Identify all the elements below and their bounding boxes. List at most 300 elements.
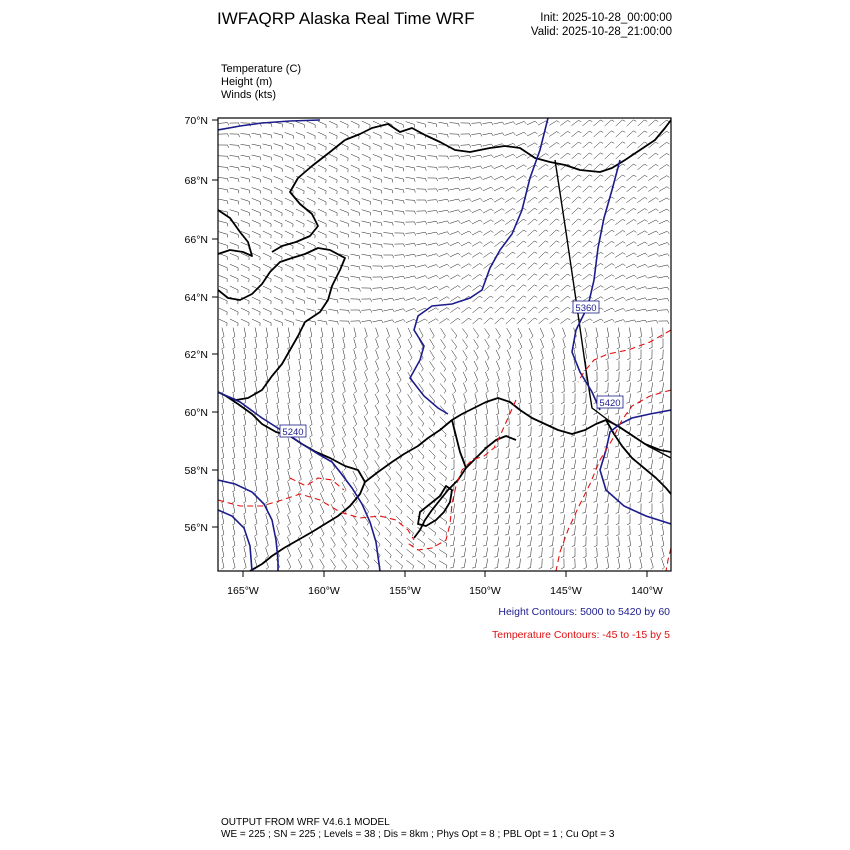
wind-barb	[252, 242, 260, 246]
wind-barb	[428, 297, 436, 301]
wind-barb-flag	[627, 524, 630, 525]
wind-barb-flag	[298, 402, 301, 404]
wind-barb	[461, 145, 470, 146]
wind-barb	[531, 449, 532, 458]
wind-barb	[362, 310, 371, 311]
wind-barb-flag	[556, 285, 559, 287]
wind-barb-flag	[494, 491, 497, 492]
wind-barb	[309, 537, 313, 545]
wind-barb-flag	[568, 307, 571, 309]
wind-barb	[604, 308, 612, 312]
wind-barb	[386, 449, 391, 456]
wind-barb	[428, 254, 437, 257]
wind-barb-flag	[648, 435, 651, 436]
wind-barb-flag	[480, 209, 482, 211]
wind-barb-flag	[276, 402, 279, 404]
wind-barb	[659, 220, 667, 224]
wind-barb	[362, 321, 371, 322]
wind-barb-flag	[567, 274, 570, 275]
wind-barb	[373, 143, 381, 146]
wind-barb-flag	[287, 380, 290, 382]
wind-barb	[263, 155, 272, 158]
height-contour-5240	[218, 392, 380, 571]
wind-barb	[509, 559, 510, 568]
wind-barb-flag	[356, 545, 358, 548]
wind-barb	[233, 372, 235, 381]
wind-barb	[407, 505, 413, 511]
wind-barb-flag	[520, 347, 522, 349]
wind-barb-flag	[271, 124, 272, 127]
wind-barb	[244, 460, 246, 469]
wind-barb	[485, 372, 488, 380]
wind-barb-flag	[661, 535, 664, 537]
wind-barb	[386, 427, 391, 435]
wind-barb	[418, 472, 424, 478]
wind-barb-flag	[527, 523, 530, 524]
wind-barb-flag	[527, 534, 530, 535]
wind-barb	[428, 265, 436, 268]
wind-barb-flag	[531, 336, 533, 338]
wind-barb	[419, 328, 423, 336]
wind-barb	[541, 460, 542, 469]
wind-barb	[563, 339, 566, 348]
wind-barb	[373, 132, 381, 136]
wind-barb-flag	[401, 511, 402, 514]
wind-barb	[364, 460, 368, 468]
wind-barb	[219, 188, 228, 189]
wind-barb	[541, 504, 543, 513]
wind-barb	[255, 328, 257, 337]
temperature-contour-4	[218, 494, 414, 540]
wind-barb	[362, 199, 371, 202]
wind-barb-flag	[320, 369, 323, 371]
wind-barb-flag	[649, 359, 652, 360]
wind-barb-flag	[549, 447, 552, 448]
wind-barb	[462, 318, 469, 324]
wind-barb-flag	[660, 370, 663, 371]
wind-barb-flag	[600, 186, 603, 188]
wind-barb	[277, 460, 279, 469]
wind-barb-flag	[502, 133, 504, 136]
wind-barb-flag	[623, 242, 626, 244]
wind-barb-flag	[320, 347, 323, 349]
wind-barb-flag	[474, 413, 477, 415]
wind-barb-flag	[499, 336, 501, 339]
wind-barb-flag	[616, 513, 619, 514]
wind-barb	[476, 482, 477, 491]
wind-barb-flag	[487, 347, 489, 350]
wind-barb-flag	[356, 512, 358, 515]
wind-barb-flag	[376, 369, 378, 371]
wind-barb-flag	[444, 347, 446, 350]
wind-barb-flag	[381, 320, 383, 323]
wind-barb	[464, 416, 466, 425]
wind-barb-flag	[450, 523, 453, 524]
wind-barb-flag	[659, 435, 662, 436]
wind-barb	[596, 438, 598, 447]
wind-barb	[310, 460, 313, 469]
wind-barb-flag	[260, 146, 261, 149]
wind-barb	[596, 471, 598, 480]
wind-barb	[310, 394, 312, 403]
wind-barb	[439, 561, 447, 566]
wind-barb-flag	[657, 309, 659, 312]
wind-barb	[615, 219, 622, 224]
wind-barb-flag	[354, 369, 357, 371]
wind-barb-flag	[659, 446, 662, 447]
wind-barb	[230, 264, 238, 268]
wind-barb	[607, 460, 609, 469]
wind-barb-flag	[228, 167, 229, 170]
wind-barb	[619, 350, 620, 359]
wind-barb	[574, 504, 575, 513]
wind-barb-flag	[556, 208, 559, 209]
wind-barb	[428, 200, 437, 201]
wind-barb	[498, 416, 499, 425]
wind-barb	[428, 561, 436, 566]
wind-barb-flag	[480, 166, 482, 169]
wind-barb-flag	[589, 164, 592, 165]
wind-barb-flag	[659, 458, 662, 459]
wind-barb-flag	[584, 347, 587, 349]
wind-barb	[564, 383, 565, 392]
wind-barb	[453, 515, 454, 524]
wind-barb	[288, 361, 290, 370]
wind-barb	[519, 383, 521, 392]
wind-barb-flag	[444, 369, 446, 372]
wind-barb-flag	[403, 287, 405, 290]
wind-barb	[583, 120, 590, 126]
wind-barb-flag	[601, 319, 603, 321]
wind-barb-flag	[557, 121, 560, 123]
wind-barb	[506, 296, 513, 302]
wind-barb	[277, 482, 279, 491]
wind-barb-flag	[451, 469, 454, 470]
wind-barb	[266, 361, 268, 370]
wind-barb-flag	[238, 179, 239, 182]
wind-barb-flag	[221, 468, 224, 470]
wind-barb-flag	[667, 153, 670, 155]
wind-barb	[343, 405, 346, 414]
wind-barb-flag	[265, 446, 268, 448]
wind-barb-flag	[367, 534, 369, 537]
wind-barb-flag	[425, 319, 427, 321]
wind-barb	[310, 328, 312, 337]
wind-barb	[241, 188, 250, 190]
wind-barb-flag	[488, 336, 490, 339]
wind-barb	[329, 198, 337, 202]
wind-barb	[572, 197, 579, 203]
wind-barb	[274, 144, 283, 147]
wind-barb-flag	[309, 336, 312, 338]
wind-barb	[494, 220, 502, 225]
wind-barb-flag	[288, 501, 291, 503]
wind-barb-flag	[516, 534, 519, 535]
wind-barb	[343, 372, 346, 381]
wind-barb	[428, 144, 437, 145]
wind-barb	[396, 527, 402, 533]
wind-barb-flag	[572, 425, 575, 426]
wind-barb-flag	[437, 189, 438, 192]
wind-barb-flag	[582, 446, 585, 447]
wind-barb-flag	[583, 524, 586, 525]
wind-barb	[461, 231, 469, 235]
wind-barb	[373, 320, 382, 322]
wind-barb	[244, 504, 246, 513]
wind-barb	[553, 438, 554, 447]
wind-barb	[299, 405, 301, 414]
wind-barb	[552, 460, 553, 469]
wind-barb	[233, 350, 235, 359]
wind-barb	[454, 438, 455, 447]
wind-barb-flag	[450, 534, 453, 535]
wind-barb	[630, 383, 631, 392]
wind-barb	[310, 350, 312, 359]
wind-barb	[233, 460, 235, 469]
wind-barb	[604, 230, 611, 236]
wind-barb-flag	[656, 231, 658, 233]
wind-barb	[604, 297, 612, 301]
wind-barb	[397, 383, 401, 391]
wind-barb-flag	[571, 479, 574, 480]
wind-barb	[222, 350, 224, 359]
wind-barb-flag	[343, 424, 345, 426]
wind-barb	[320, 515, 324, 523]
wind-barb-flag	[579, 285, 582, 287]
wind-barb-flag	[454, 391, 456, 393]
wind-barb	[496, 361, 499, 369]
wind-barb-flag	[540, 380, 543, 382]
wind-barb	[351, 154, 359, 158]
wind-barb-flag	[378, 490, 380, 493]
wind-barb	[494, 133, 503, 135]
wind-barb	[375, 361, 378, 369]
wind-barb	[428, 232, 437, 234]
wind-barb	[530, 482, 532, 491]
wind-barb-flag	[287, 369, 290, 371]
wind-barb	[329, 154, 337, 158]
wind-barb-flag	[668, 310, 669, 313]
wind-barb	[230, 253, 238, 256]
wind-barb	[219, 264, 227, 267]
wind-barb	[351, 210, 360, 213]
wind-barb-flag	[626, 468, 629, 469]
wind-barb-flag	[426, 222, 427, 225]
wind-barb-flag	[404, 201, 405, 204]
wind-barb	[472, 155, 481, 157]
wind-barb	[244, 493, 246, 502]
wind-barb-flag	[444, 380, 446, 383]
wind-barb	[233, 559, 235, 568]
wind-barb	[542, 438, 543, 447]
wind-barb	[497, 515, 499, 524]
wind-barb	[508, 548, 509, 557]
wind-barb	[299, 383, 301, 392]
wind-barb-flag	[611, 175, 614, 176]
wind-barb	[252, 297, 260, 301]
wind-barb	[296, 154, 304, 158]
wind-barb-flag	[342, 336, 345, 338]
wind-barb	[465, 482, 466, 491]
wind-barb-flag	[627, 370, 630, 371]
wind-barb	[495, 318, 502, 324]
wind-barb-flag	[583, 557, 586, 558]
wind-barb	[362, 277, 371, 278]
wind-barb-flag	[414, 254, 416, 257]
wind-barb-flag	[412, 500, 413, 503]
wind-barb-flag	[645, 276, 647, 278]
wind-barb	[263, 297, 271, 301]
wind-barb	[498, 559, 499, 568]
wind-barb	[219, 286, 227, 290]
wind-barb-flag	[656, 187, 659, 189]
wind-barb-flag	[255, 523, 258, 525]
wind-barb-flag	[626, 491, 629, 492]
wind-barb-flag	[433, 423, 435, 426]
wind-barb	[530, 537, 531, 546]
wind-barb-flag	[571, 524, 574, 525]
wind-barb-flag	[529, 391, 532, 393]
wind-barb	[464, 548, 466, 557]
wind-barb	[396, 549, 403, 555]
wind-barb	[461, 156, 470, 157]
wind-barb	[329, 209, 337, 213]
wind-barb	[406, 265, 415, 267]
wind-barb	[604, 241, 611, 246]
wind-barb	[519, 504, 521, 513]
wind-barb	[583, 164, 590, 170]
wind-barb-flag	[502, 241, 505, 243]
wind-barb-flag	[612, 275, 615, 277]
wind-barb	[428, 122, 437, 124]
wind-barb	[351, 288, 360, 289]
wind-barb-flag	[354, 380, 357, 382]
wind-barb	[340, 198, 348, 201]
wind-barb	[574, 482, 576, 491]
wind-barb-flag	[538, 512, 541, 513]
wind-barb-flag	[452, 435, 455, 437]
wind-barb-flag	[222, 336, 225, 338]
wind-barb	[497, 405, 498, 414]
wind-barb-flag	[505, 501, 508, 502]
wind-barb	[255, 537, 257, 546]
wind-barb-flag	[331, 347, 334, 349]
wind-barb	[417, 144, 426, 146]
wind-barb-flag	[538, 523, 541, 524]
wind-barb-flag	[561, 392, 564, 393]
wind-barb	[244, 350, 246, 359]
wind-barb-flag	[650, 545, 653, 547]
wind-barb	[517, 230, 524, 236]
wind-barb	[560, 318, 567, 323]
wind-barb-flag	[649, 348, 652, 349]
wind-barb	[252, 177, 261, 180]
wind-barb-flag	[567, 197, 570, 198]
wind-barb-flag	[594, 524, 597, 525]
wind-barb	[241, 144, 250, 145]
wind-barb-flag	[388, 413, 390, 415]
wind-barb	[274, 275, 282, 279]
map-title: IWFAQRP Alaska Real Time WRF	[217, 9, 475, 28]
wind-barb-flag	[667, 231, 669, 233]
wind-barb	[285, 220, 293, 224]
wind-barb-flag	[551, 381, 554, 383]
wind-barb-flag	[539, 447, 542, 448]
wind-barb	[417, 122, 426, 124]
wind-barb-flag	[650, 556, 653, 558]
wind-barb-flag	[516, 490, 519, 491]
temperature-contours-caption: Temperature Contours: -45 to -15 by 5	[491, 629, 670, 641]
wind-barb	[329, 265, 338, 268]
wind-barb	[384, 188, 393, 190]
wind-barb-flag	[389, 468, 391, 471]
wind-barb-flag	[447, 264, 449, 266]
wind-barb-flag	[255, 545, 258, 547]
wind-barb	[518, 328, 522, 336]
wind-barb	[320, 493, 324, 501]
wind-barb	[362, 188, 370, 191]
wind-barb	[222, 328, 224, 337]
wind-barb	[597, 361, 598, 370]
wind-barb-flag	[523, 285, 526, 286]
wind-barb-flag	[568, 142, 571, 144]
wind-barb-flag	[343, 435, 345, 437]
wind-barb-flag	[645, 231, 648, 233]
wind-barb-flag	[538, 490, 541, 491]
wind-barb-flag	[627, 535, 630, 536]
wind-barb-flag	[560, 468, 563, 469]
wind-barb	[406, 287, 415, 290]
wind-barb-flag	[254, 468, 257, 470]
wind-barb	[320, 559, 325, 567]
wind-barb	[585, 449, 587, 458]
wind-barb-flag	[266, 545, 269, 547]
wind-barb-flag	[422, 435, 424, 438]
wind-barb-flag	[645, 320, 647, 323]
wind-barb	[285, 275, 293, 279]
wind-barb	[640, 537, 641, 546]
wind-barb	[385, 471, 390, 478]
wind-barb-flag	[596, 336, 599, 338]
wind-barb	[453, 526, 455, 535]
wind-barb-flag	[425, 297, 427, 299]
wind-barb	[585, 328, 587, 337]
wind-barb-flag	[604, 502, 607, 503]
wind-barb	[363, 560, 369, 567]
wind-barb	[541, 372, 543, 381]
wind-barb	[384, 298, 393, 300]
wind-barb-flag	[605, 513, 608, 514]
wind-barb-flag	[250, 146, 251, 149]
wind-barb	[572, 219, 579, 225]
wind-barb	[453, 394, 456, 402]
wind-barb	[430, 339, 435, 347]
wind-barb	[439, 243, 448, 246]
wind-barb-flag	[476, 369, 478, 371]
wind-barb	[222, 383, 224, 392]
wind-barb	[288, 383, 290, 392]
wind-barb-flag	[311, 523, 313, 525]
wind-barb-flag	[567, 263, 570, 265]
lat-tick-70: 70°N	[184, 115, 208, 127]
wind-barb	[575, 372, 576, 381]
wind-barb-flag	[552, 358, 555, 360]
wind-barb	[594, 164, 601, 170]
wind-barb	[241, 134, 250, 135]
field-label-temperature: Temperature (C)	[221, 63, 302, 75]
wind-barb-flag	[513, 252, 516, 254]
wind-barb	[542, 427, 543, 436]
